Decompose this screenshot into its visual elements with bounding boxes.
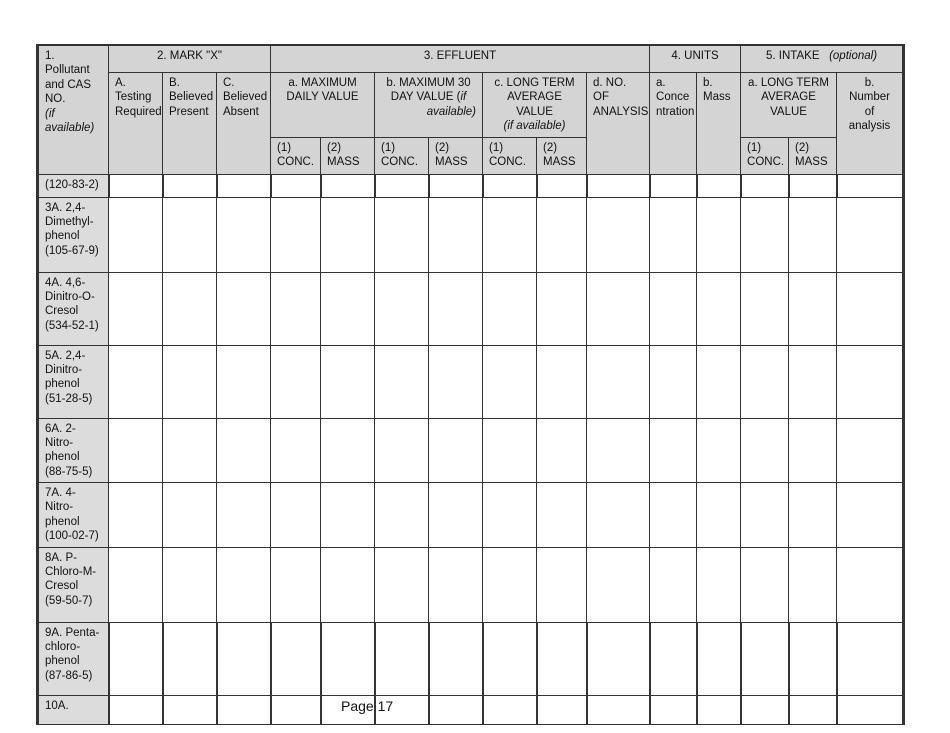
pollutant-name-cell: [38, 345, 109, 418]
entry-cell[interactable]: [837, 272, 904, 345]
pollutant-name-cell: [38, 272, 109, 345]
entry-cell[interactable]: [537, 345, 587, 418]
entry-cell[interactable]: [650, 547, 697, 622]
pollutant-name-line: phenol: [45, 378, 80, 391]
header-text: and CAS: [45, 78, 92, 91]
pollutant-name-cell: [38, 622, 109, 695]
pollutant-name-line: phenol: [45, 230, 80, 243]
header-text: ntration: [656, 105, 695, 118]
header-text: CONC.: [381, 155, 419, 168]
header-text: AVERAGE VALUE: [507, 91, 562, 118]
entry-cell[interactable]: [837, 622, 904, 695]
header-text: 5. INTAKE: [766, 50, 820, 62]
entry-cell[interactable]: [271, 622, 321, 695]
conc-subheader: [375, 137, 429, 174]
entry-cell[interactable]: [109, 622, 163, 695]
entry-cell[interactable]: [109, 418, 163, 483]
pollutant-name-cell: [38, 197, 109, 272]
pollutant-name-line: Cresol: [45, 580, 79, 593]
entry-cell[interactable]: [321, 272, 375, 345]
header-text: VALUE: [770, 105, 807, 118]
entry-cell[interactable]: [537, 483, 587, 548]
entry-cell[interactable]: [697, 483, 741, 548]
entry-cell[interactable]: [217, 345, 271, 418]
entry-cell[interactable]: [483, 197, 537, 272]
entry-cell[interactable]: [741, 483, 789, 548]
pollutant-name-cell: [38, 418, 109, 483]
entry-cell[interactable]: [650, 174, 697, 197]
header-text: CONC.: [489, 155, 527, 168]
entry-cell[interactable]: [697, 547, 741, 622]
entry-cell[interactable]: [789, 272, 837, 345]
entry-cell[interactable]: [697, 345, 741, 418]
entry-cell[interactable]: [321, 345, 375, 418]
header-text: if: [460, 91, 467, 104]
header-text: Mass: [703, 91, 731, 104]
header-text: MASS: [543, 155, 576, 168]
entry-cell[interactable]: [650, 622, 697, 695]
entry-cell[interactable]: [789, 622, 837, 695]
pollutant-name-line: chloro-: [45, 640, 81, 653]
no-of-analysis-header: [587, 73, 650, 175]
pollutant-name-cell: [38, 483, 109, 548]
entry-cell[interactable]: [109, 483, 163, 548]
mass-header: [697, 73, 741, 175]
intake-long-term-header: [741, 73, 837, 138]
entry-cell[interactable]: [650, 272, 697, 345]
table-row: [38, 622, 904, 695]
pollutant-name-line: 5A. 2,4-: [45, 349, 86, 362]
entry-cell[interactable]: [217, 622, 271, 695]
units-header: 4. UNITS: [650, 45, 741, 73]
pollutant-form-table: [36, 44, 905, 725]
entry-cell[interactable]: [163, 272, 217, 345]
conc-subheader: [271, 137, 321, 174]
entry-cell[interactable]: [163, 547, 217, 622]
pollutant-name-line: 4A. 4,6-: [45, 276, 86, 289]
mass-subheader: [321, 137, 375, 174]
entry-cell[interactable]: [163, 418, 217, 483]
pollutant-column-header: [38, 45, 109, 174]
header-text: (1): [381, 141, 396, 154]
header-text: (2): [795, 141, 810, 154]
entry-cell[interactable]: [375, 418, 429, 483]
entry-cell[interactable]: [741, 197, 789, 272]
pollutant-name-line: (59-50-7): [45, 594, 93, 607]
header-text: MASS: [795, 155, 828, 168]
entry-cell[interactable]: [537, 418, 587, 483]
entry-cell[interactable]: [789, 547, 837, 622]
header-text: (if available): [503, 120, 566, 133]
table-row: [38, 483, 904, 548]
entry-cell[interactable]: [697, 272, 741, 345]
entry-cell[interactable]: [321, 174, 375, 197]
table-row: [38, 345, 904, 418]
entry-cell[interactable]: [163, 695, 217, 724]
entry-cell[interactable]: [375, 547, 429, 622]
entry-cell[interactable]: [163, 174, 217, 197]
entry-cell[interactable]: [429, 695, 483, 724]
pollutant-name-line: 7A. 4-Nitro-: [45, 487, 76, 514]
entry-cell[interactable]: [109, 547, 163, 622]
entry-cell[interactable]: [483, 483, 537, 548]
page-number: Page 17: [341, 698, 394, 714]
entry-cell[interactable]: [375, 272, 429, 345]
entry-cell[interactable]: [271, 695, 321, 724]
entry-cell[interactable]: [789, 345, 837, 418]
table-row: [38, 197, 904, 272]
entry-cell[interactable]: [109, 695, 163, 724]
entry-cell[interactable]: [483, 547, 537, 622]
entry-cell[interactable]: [537, 174, 587, 197]
header-text: MASS: [435, 155, 468, 168]
entry-cell[interactable]: [483, 695, 537, 724]
pollutant-name-line: (534-52-1): [45, 319, 99, 332]
entry-cell[interactable]: [321, 483, 375, 548]
entry-cell[interactable]: [217, 483, 271, 548]
entry-cell[interactable]: [271, 272, 321, 345]
header-text: NO.: [45, 93, 66, 106]
intake-number-header: [837, 73, 904, 175]
entry-cell[interactable]: [587, 622, 650, 695]
entry-cell[interactable]: [587, 174, 650, 197]
long-term-average-header: [483, 73, 587, 138]
concentration-header: [650, 73, 697, 175]
header-text: b.: [703, 77, 713, 89]
entry-cell[interactable]: [375, 197, 429, 272]
conc-subheader: [741, 137, 789, 174]
entry-cell[interactable]: [109, 272, 163, 345]
pollutant-name-cell: [38, 547, 109, 622]
pollutant-name-line: 3A. 2,4-: [45, 201, 86, 214]
entry-cell[interactable]: [741, 418, 789, 483]
entry-cell[interactable]: [483, 272, 537, 345]
pollutant-name-line: (105-67-9): [45, 244, 99, 257]
header-text: CONC.: [747, 155, 785, 168]
entry-cell[interactable]: [837, 345, 904, 418]
entry-cell[interactable]: [587, 483, 650, 548]
entry-cell[interactable]: [271, 197, 321, 272]
header-text: a.: [656, 77, 666, 89]
testing-required-header: [109, 73, 163, 175]
header-text: OF: [593, 91, 609, 104]
entry-cell[interactable]: [217, 197, 271, 272]
effluent-header: 3. EFFLUENT: [271, 45, 650, 73]
pollutant-name-line: Dimethyl-: [45, 215, 94, 228]
header-text: CONC.: [277, 155, 315, 168]
header-text: 1. Pollutant: [45, 50, 90, 77]
entry-cell[interactable]: [587, 695, 650, 724]
entry-cell[interactable]: [217, 418, 271, 483]
pollutant-name-line: phenol: [45, 515, 80, 528]
entry-cell[interactable]: [837, 418, 904, 483]
entry-cell[interactable]: [789, 418, 837, 483]
entry-cell[interactable]: [587, 418, 650, 483]
pollutant-name-cell: [38, 174, 109, 197]
entry-cell[interactable]: [537, 547, 587, 622]
entry-cell[interactable]: [429, 272, 483, 345]
conc-subheader: [483, 137, 537, 174]
entry-cell[interactable]: [321, 418, 375, 483]
mass-subheader: [537, 137, 587, 174]
intake-header: [741, 45, 904, 73]
header-text: d. NO.: [593, 77, 627, 89]
entry-cell[interactable]: [837, 547, 904, 622]
entry-cell[interactable]: [217, 174, 271, 197]
header-text: (1): [747, 141, 762, 154]
entry-cell[interactable]: [483, 622, 537, 695]
entry-cell[interactable]: [789, 174, 837, 197]
mark-x-header: 2. MARK "X": [109, 45, 271, 73]
entry-cell[interactable]: [271, 418, 321, 483]
entry-cell[interactable]: [650, 483, 697, 548]
entry-cell[interactable]: [429, 547, 483, 622]
header-text: of analysis: [848, 105, 891, 133]
entry-cell[interactable]: [789, 483, 837, 548]
header-text: Testing: [115, 91, 152, 104]
header-text: (2): [435, 141, 450, 154]
header-text: Believed: [169, 91, 214, 104]
pollutant-name-line: Chloro-M-: [45, 565, 97, 578]
entry-cell[interactable]: [375, 174, 429, 197]
entry-cell[interactable]: [429, 418, 483, 483]
entry-cell[interactable]: [217, 547, 271, 622]
header-text: MASS: [327, 155, 360, 168]
entry-cell[interactable]: [163, 345, 217, 418]
entry-cell[interactable]: [483, 345, 537, 418]
entry-cell[interactable]: [697, 197, 741, 272]
header-text: Absent: [223, 105, 259, 118]
entry-cell[interactable]: [537, 622, 587, 695]
mass-subheader: [429, 137, 483, 174]
header-text: Present: [169, 105, 209, 118]
pollutant-name-line: (88-75-5): [45, 465, 93, 478]
max-daily-header: [271, 73, 375, 138]
pollutant-name-line: Dinitro-O-: [45, 290, 95, 303]
pollutant-name-line: phenol: [45, 451, 80, 464]
table-row: [38, 418, 904, 483]
pollutant-name-line: (51-28-5): [45, 392, 93, 405]
header-text: B.: [169, 77, 180, 89]
mass-subheader: [789, 137, 837, 174]
entry-cell[interactable]: [537, 197, 587, 272]
entry-cell[interactable]: [429, 345, 483, 418]
entry-cell[interactable]: [789, 197, 837, 272]
entry-cell[interactable]: [271, 174, 321, 197]
table-row: [38, 272, 904, 345]
max-30-day-header: [375, 73, 483, 138]
entry-cell[interactable]: [741, 272, 789, 345]
pollutant-name-line: 10A.: [45, 699, 69, 712]
entry-cell[interactable]: [837, 695, 904, 724]
pollutant-name-line: (87-86-5): [45, 669, 93, 682]
entry-cell[interactable]: [163, 622, 217, 695]
header-text: Believed: [223, 91, 268, 104]
header-text: a. MAXIMUM: [288, 77, 357, 89]
header-text: DAY VALUE (: [390, 91, 461, 104]
entry-cell[interactable]: [375, 622, 429, 695]
believed-present-header: [163, 73, 217, 175]
header-text: (if available): [45, 107, 95, 134]
header-text: ANALYSIS: [593, 105, 649, 118]
entry-cell[interactable]: [587, 345, 650, 418]
header-text: Required: [115, 105, 162, 118]
table-row: [38, 174, 904, 197]
pollutant-name-line: (120-83-2): [45, 178, 99, 191]
pollutant-name-line: Cresol: [45, 305, 79, 318]
entry-cell[interactable]: [217, 695, 271, 724]
header-text: C.: [223, 77, 235, 89]
entry-cell[interactable]: [217, 272, 271, 345]
entry-cell[interactable]: [741, 622, 789, 695]
header-text: (1): [277, 141, 292, 154]
entry-cell[interactable]: [429, 174, 483, 197]
entry-cell[interactable]: [483, 418, 537, 483]
entry-cell[interactable]: [587, 272, 650, 345]
entry-cell[interactable]: [163, 483, 217, 548]
header-text: a. LONG TERM: [748, 77, 829, 89]
entry-cell[interactable]: [650, 345, 697, 418]
entry-cell[interactable]: [697, 174, 741, 197]
entry-cell[interactable]: [537, 695, 587, 724]
entry-cell[interactable]: [109, 197, 163, 272]
entry-cell[interactable]: [109, 174, 163, 197]
entry-cell[interactable]: [271, 483, 321, 548]
entry-cell[interactable]: [650, 418, 697, 483]
header-text: Conce: [656, 91, 690, 104]
table-row: [38, 547, 904, 622]
pollutant-name-line: 8A. P-: [45, 551, 77, 564]
pollutant-name-line: (100-02-7): [45, 530, 99, 543]
header-text: b. Number: [849, 77, 890, 104]
entry-cell[interactable]: [837, 174, 904, 197]
header-text: c. LONG TERM: [494, 77, 575, 89]
entry-cell[interactable]: [321, 197, 375, 272]
entry-cell[interactable]: [650, 197, 697, 272]
entry-cell[interactable]: [697, 418, 741, 483]
entry-cell[interactable]: [789, 695, 837, 724]
entry-cell[interactable]: [537, 272, 587, 345]
entry-cell[interactable]: [741, 174, 789, 197]
pollutant-name-line: phenol: [45, 655, 80, 668]
entry-cell[interactable]: [483, 174, 537, 197]
entry-cell[interactable]: [741, 695, 789, 724]
entry-cell[interactable]: [271, 547, 321, 622]
entry-cell[interactable]: [321, 547, 375, 622]
entry-cell[interactable]: [163, 197, 217, 272]
entry-cell[interactable]: [650, 695, 697, 724]
entry-cell[interactable]: [741, 345, 789, 418]
header-text: (2): [327, 141, 342, 154]
header-text: AVERAGE: [761, 91, 816, 104]
pollutant-name-cell: [38, 695, 109, 724]
entry-cell[interactable]: [429, 622, 483, 695]
entry-cell[interactable]: [429, 197, 483, 272]
entry-cell[interactable]: [587, 547, 650, 622]
header-text: (optional): [829, 50, 878, 62]
entry-cell[interactable]: [375, 345, 429, 418]
header-text: available): [426, 105, 476, 118]
pollutant-name-line: 9A. Penta-: [45, 626, 100, 639]
entry-cell[interactable]: [109, 345, 163, 418]
entry-cell[interactable]: [741, 547, 789, 622]
entry-cell[interactable]: [697, 622, 741, 695]
pollutant-name-line: Dinitro-: [45, 363, 83, 376]
pollutant-name-line: 6A. 2-Nitro-: [45, 422, 76, 449]
believed-absent-header: [217, 73, 271, 175]
entry-cell[interactable]: [429, 483, 483, 548]
header-text: (2): [543, 141, 558, 154]
entry-cell[interactable]: [837, 197, 904, 272]
header-text: (1): [489, 141, 504, 154]
entry-cell[interactable]: [375, 483, 429, 548]
entry-cell[interactable]: [837, 483, 904, 548]
entry-cell[interactable]: [271, 345, 321, 418]
header-text: b. MAXIMUM 30: [386, 77, 471, 89]
header-text: DAILY VALUE: [286, 91, 359, 104]
header-text: A.: [115, 77, 126, 89]
entry-cell[interactable]: [697, 695, 741, 724]
table-row: [38, 695, 904, 724]
entry-cell[interactable]: [321, 622, 375, 695]
entry-cell[interactable]: [587, 197, 650, 272]
